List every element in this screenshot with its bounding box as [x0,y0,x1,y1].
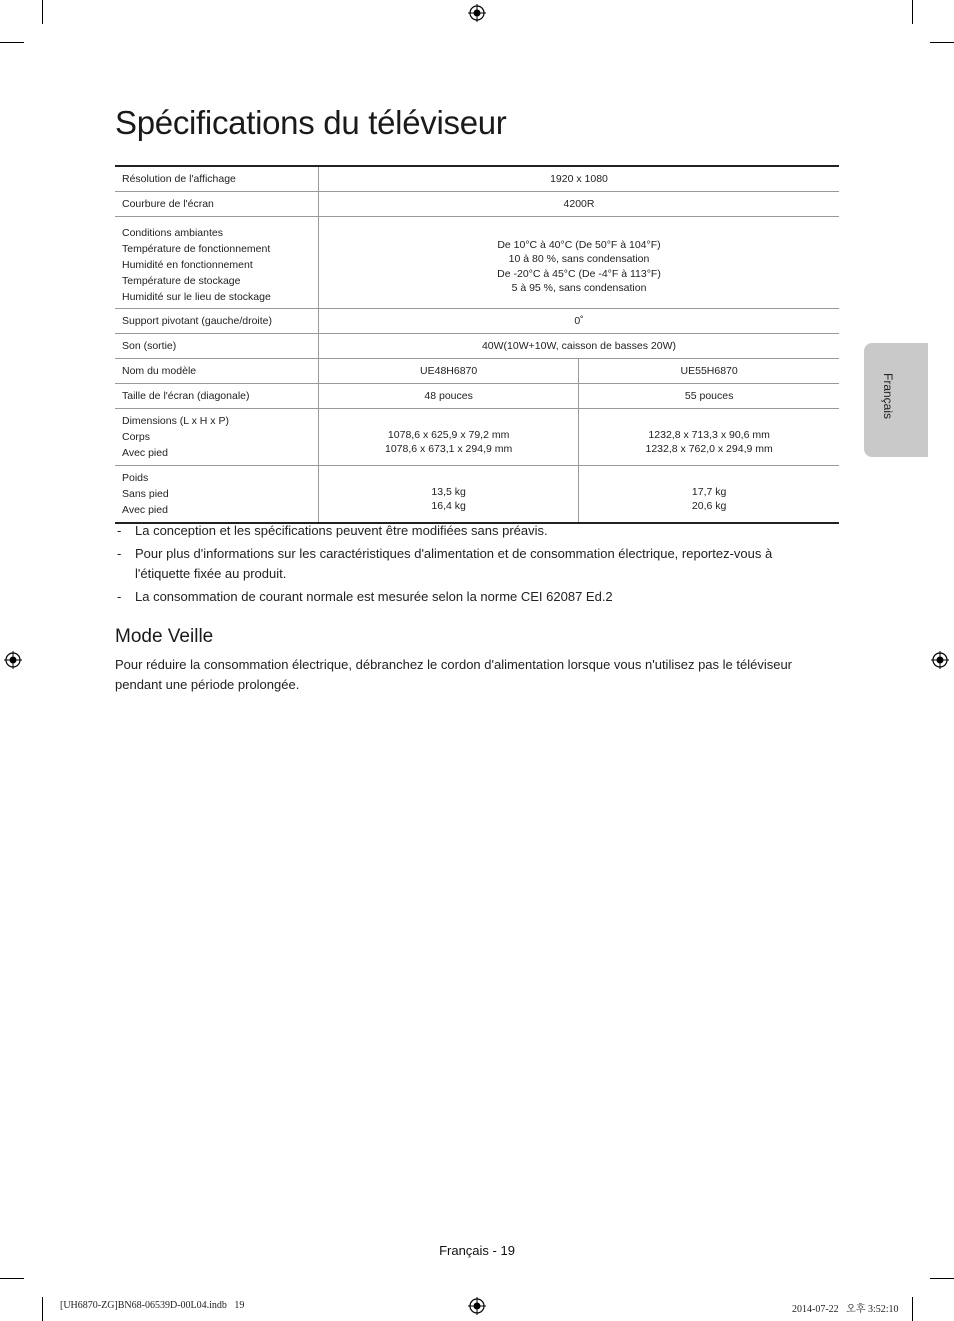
table-row [115,309,839,334]
spec-value: 40W(10W+10W, caisson de basses 20W) [319,334,840,359]
table-row [115,359,839,384]
spec-value: De 10°C à 40°C (De 50°F à 104°F) 10 à 80 %, sans condensation De -20°C à 45°C (De -4°F à 113°F) 5 à 95 %, sans condensation [319,217,840,309]
list-item: - La conception et les spécifications peuvent être modifiées sans préavis. [115,521,815,541]
crop-mark [0,1278,24,1279]
table-row [115,334,839,359]
page-footer: Français - 19 [439,1243,515,1258]
dash-bullet: - [117,523,122,538]
spec-label: Son (sortie) [115,334,319,359]
section-title: Mode Veille [115,626,214,647]
spec-value: UE55H6870 [579,359,839,384]
crop-mark [42,0,43,24]
crop-mark [912,1297,913,1321]
table-row [115,409,839,466]
table-row [115,384,839,409]
spec-value: 48 pouces [319,384,579,409]
registration-mark-icon [4,651,22,669]
print-slug-right: 2014-07-22 오후 3:52:10 [792,1304,899,1315]
registration-mark-icon [931,651,949,669]
spec-value: 4200R [319,192,840,217]
spec-label: Taille de l'écran (diagonale) [115,384,319,409]
spec-value: 1232,8 x 713,3 x 90,6 mm 1232,8 x 762,0 x 294,9 mm [579,409,839,466]
dash-bullet: - [117,546,122,561]
list-item: - Pour plus d'informations sur les caractéristiques d'alimentation et de consommation électrique, reportez-vous à l'étiquette fixée au produit. [117,546,773,581]
language-side-tab [864,343,928,457]
spec-label: Dimensions (L x H x P) Corps Avec pied [115,409,319,466]
spec-label: Courbure de l'écran [115,192,319,217]
crop-mark [42,1297,43,1321]
table-row [115,166,839,192]
spec-label: Conditions ambiantes Température de fonctionnement Humidité en fonctionnement Température de stockage Humidité sur le lieu de stockage [115,217,319,309]
crop-mark [930,42,954,43]
crop-mark [912,0,913,24]
table-row [115,217,839,309]
spec-label: Résolution de l'affichage [115,166,319,192]
registration-mark-icon [468,1297,486,1315]
side-tab-label: Français [881,373,895,420]
spec-value: UE48H6870 [319,359,579,384]
spec-label: Poids Sans pied Avec pied [115,466,319,524]
spec-value: 1078,6 x 625,9 x 79,2 mm 1078,6 x 673,1 x 294,9 mm [319,409,579,466]
dash-bullet: - [117,589,122,604]
page-title: Spécifications du téléviseur [115,104,507,141]
registration-mark-icon [468,4,486,22]
spec-value: 0˚ [319,309,840,334]
crop-mark [930,1278,954,1279]
print-slug-left: [UH6870-ZG]BN68-06539D-00L04.indb 19 [60,1300,245,1311]
spec-value: 13,5 kg 16,4 kg [319,466,579,524]
table-row [115,466,839,524]
spec-value: 17,7 kg 20,6 kg [579,466,839,524]
table-row [115,192,839,217]
spec-value: 55 pouces [579,384,839,409]
spec-label: Nom du modèle [115,359,319,384]
list-item: - La consommation de courant normale est mesurée selon la norme CEI 62087 Ed.2 [115,587,815,607]
spec-label: Support pivotant (gauche/droite) [115,309,319,334]
notes-list [115,521,815,610]
spec-value: 1920 x 1080 [319,166,840,192]
crop-mark [0,42,24,43]
spec-table [115,165,839,524]
section-body: Pour réduire la consommation électrique, débranchez le cordon d'alimentation lorsque vous n'utilisez pas le téléviseur pendant une période prolongée. [115,657,793,692]
